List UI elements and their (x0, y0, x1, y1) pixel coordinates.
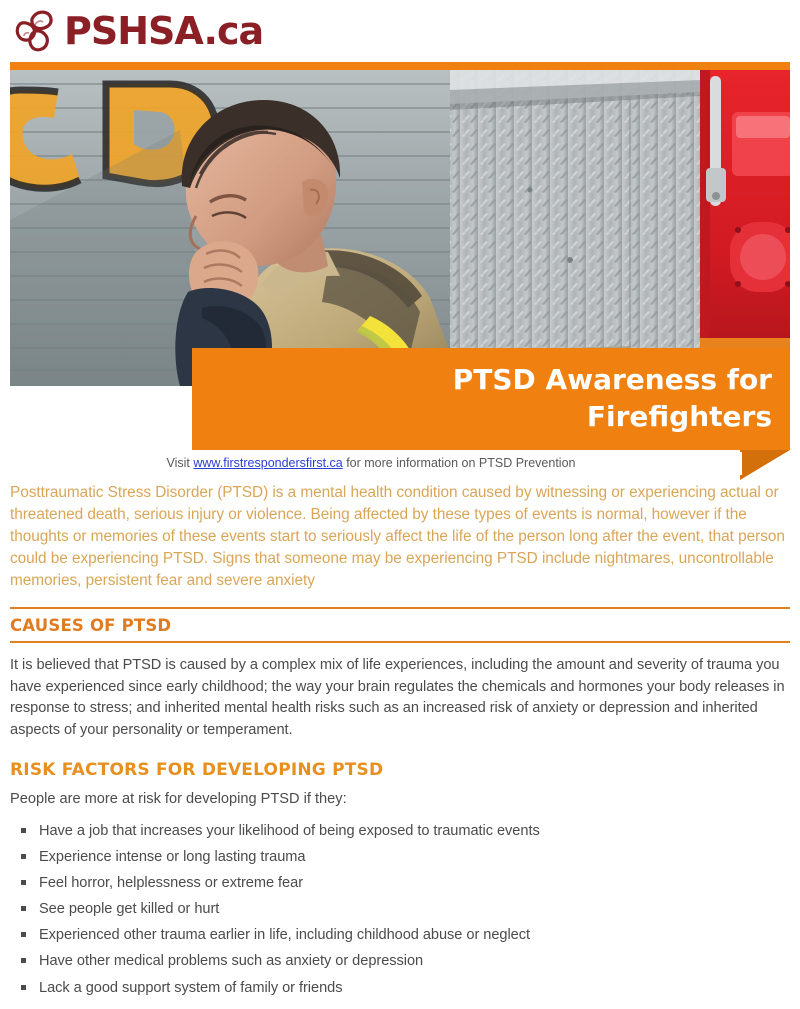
hero-title-line-1: PTSD Awareness for (452, 363, 772, 397)
hero-title-line-2: Firefighters (586, 400, 772, 433)
risk-factors-heading: RISK FACTORS FOR DEVELOPING PTSD (10, 760, 384, 781)
list-item: Lack a good support system of family or friends (10, 977, 790, 999)
list-item: Have a job that increases your likelihood of being exposed to traumatic events (10, 820, 790, 842)
visit-line (0, 452, 742, 475)
list-item: Feel horror, helplessness or extreme fear (10, 872, 790, 894)
risk-factors-lead-in: People are more at risk for developing PTSD if they: (10, 791, 347, 808)
list-item: Experience intense or long lasting trauma (10, 846, 790, 868)
brand-header (0, 0, 800, 62)
banner-fold-tail (740, 450, 790, 480)
firstrespondersfirst-link[interactable]: www.firstrespondersfirst.ca (193, 456, 343, 470)
hero-top-accent-bar (10, 62, 790, 70)
list-item: Experienced other trauma earlier in life, including childhood abuse or neglect (10, 924, 790, 946)
brand-wordmark: PSHSA.ca (64, 9, 264, 53)
hero-title-banner (192, 348, 790, 450)
causes-heading: CAUSES OF PTSD (10, 616, 172, 636)
visit-suffix: for more information on PTSD Prevention (342, 456, 576, 470)
intro-paragraph: Posttraumatic Stress Disorder (PTSD) is a mental health condition caused by witnessing or experiencing actual or threatened death, serious injury or violence. Being affected by these types of events is normal, however if the thoughts or memories of these events start to seriously affect the life of the person long after the event, that person could be experiencing PTSD. Signs that someone may be experiencing PTSD include nightmares, uncontrollable memories, persistent fear and severe anxiety (10, 484, 785, 589)
causes-paragraph: It is believed that PTSD is caused by a complex mix of life experiences, including the amount and severity of trauma you have experienced since early childhood; the way your brain regulates the chemicals and hormones your body releases in response to stress; and inherited mental health risks such as an increased risk of anxiety or depression and inherited aspects of your personality or temperament. (10, 657, 785, 738)
hero-banner (10, 62, 790, 386)
risk-factors-list (10, 820, 790, 999)
list-item: See people get killed or hurt (10, 898, 790, 920)
main-content (10, 482, 790, 1003)
list-item: Have other medical problems such as anxiety or depression (10, 950, 790, 972)
trillium-flower-icon (12, 8, 60, 54)
visit-prefix: Visit (166, 456, 194, 470)
firefighter-photo (10, 70, 790, 386)
causes-rule-bottom (10, 641, 790, 643)
